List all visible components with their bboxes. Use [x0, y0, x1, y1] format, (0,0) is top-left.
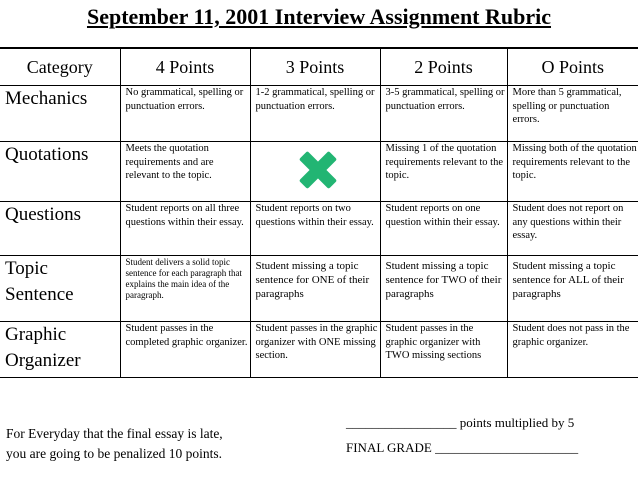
- rubric-cell: No grammatical, spelling or punctuation errors.: [120, 86, 250, 142]
- header-3-points: 3 Points: [250, 48, 380, 86]
- category-label: Questions: [0, 202, 120, 256]
- x-mark-icon: [296, 148, 340, 192]
- header-0-points: O Points: [507, 48, 638, 86]
- header-row: [0, 48, 638, 86]
- final-grade-line: FINAL GRADE ______________________: [346, 440, 579, 455]
- table-row: [0, 142, 638, 202]
- header-2-points: 2 Points: [380, 48, 507, 86]
- category-label: Topic Sentence: [0, 256, 120, 322]
- table-row: [0, 322, 638, 378]
- rubric-cell: Student missing a topic sentence for ALL of their paragraphs: [507, 256, 638, 322]
- category-label: Graphic Organizer: [0, 322, 120, 378]
- rubric-title: September 11, 2001 Interview Assignment Rubric: [86, 4, 552, 29]
- rubric-cell: Student passes in the completed graphic organizer.: [120, 322, 250, 378]
- rubric-cell: Student reports on one question within their essay.: [380, 202, 507, 256]
- late-penalty-line-2: you are going to be penalized 10 points.: [6, 446, 222, 461]
- rubric-cell-crossed-out: [250, 142, 380, 202]
- rubric-cell: Student passes in the graphic organizer with TWO missing sections: [380, 322, 507, 378]
- rubric-cell: Missing both of the quotation requirements relevant to the topic.: [507, 142, 638, 202]
- late-penalty-line-1: For Everyday that the final essay is late,: [6, 426, 223, 441]
- rubric-cell: Student delivers a solid topic sentence for each paragraph that explains the main idea of the paragraph.: [120, 256, 250, 322]
- rubric-cell: Missing 1 of the quotation requirements relevant to the topic.: [380, 142, 507, 202]
- table-row: [0, 202, 638, 256]
- rubric-cell: Student reports on all three questions within their essay.: [120, 202, 250, 256]
- table-row: [0, 256, 638, 322]
- header-category: Category: [0, 48, 120, 86]
- category-label: Quotations: [0, 142, 120, 202]
- rubric-cell: 3-5 grammatical, spelling or punctuation errors.: [380, 86, 507, 142]
- rubric-cell: Student missing a topic sentence for TWO of their paragraphs: [380, 256, 507, 322]
- late-penalty-note: [6, 424, 223, 464]
- header-4-points: 4 Points: [120, 48, 250, 86]
- rubric-cell: Student reports on two questions within their essay.: [250, 202, 380, 256]
- category-label: Mechanics: [0, 86, 120, 142]
- rubric-cell: Student passes in the graphic organizer with ONE missing section.: [250, 322, 380, 378]
- grade-calculation: [346, 410, 578, 460]
- points-multiplier-line: _________________ points multiplied by 5: [346, 415, 575, 430]
- rubric-cell: Student does not report on any questions within their essay.: [507, 202, 638, 256]
- rubric-cell: More than 5 grammatical, spelling or punctuation errors.: [507, 86, 638, 142]
- table-row: [0, 86, 638, 142]
- rubric-cell: Student does not pass in the graphic organizer.: [507, 322, 638, 378]
- rubric-cell: 1-2 grammatical, spelling or punctuation errors.: [250, 86, 380, 142]
- rubric-cell: Student missing a topic sentence for ONE of their paragraphs: [250, 256, 380, 322]
- rubric-table: [0, 47, 638, 378]
- rubric-cell: Meets the quotation requirements and are relevant to the topic.: [120, 142, 250, 202]
